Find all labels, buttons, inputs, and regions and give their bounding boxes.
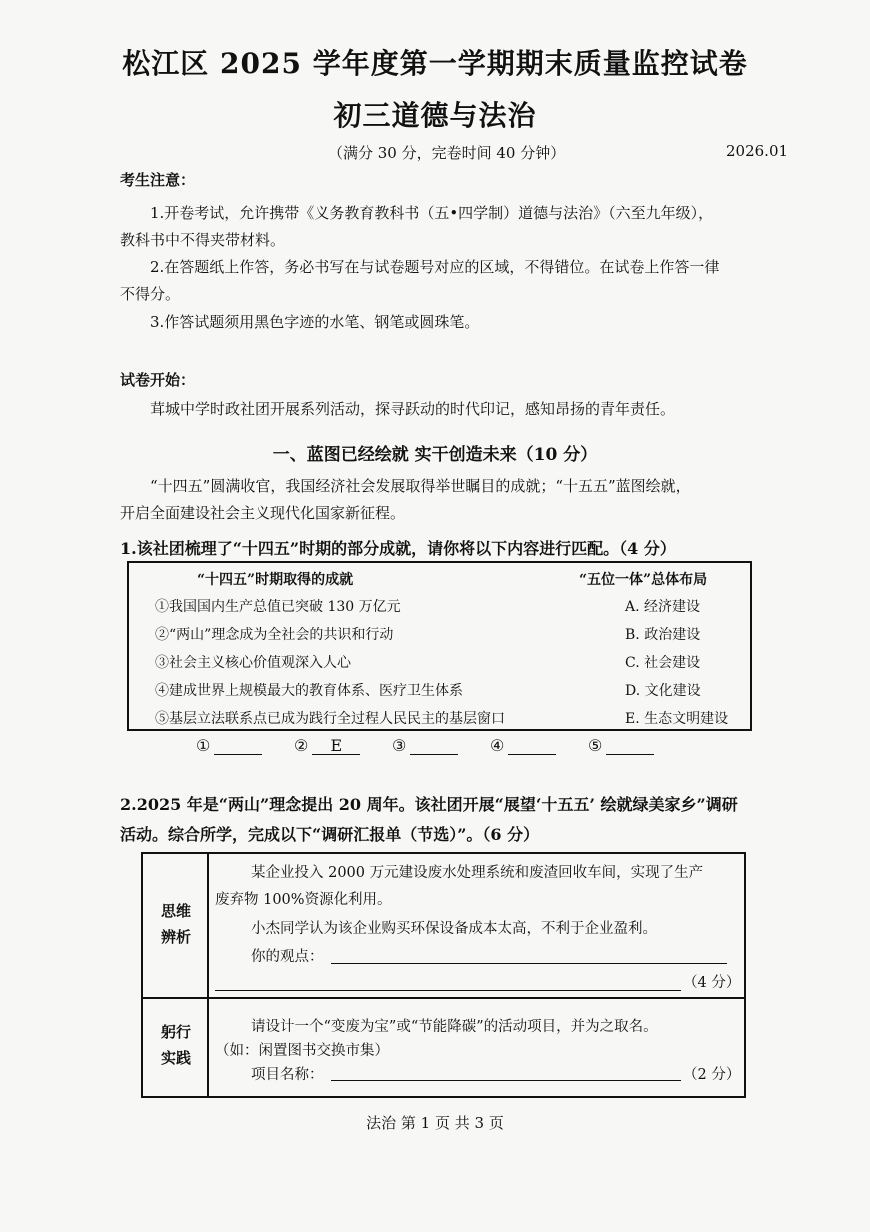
- answer-blank[interactable]: [410, 736, 458, 755]
- opinion-answer-line[interactable]: [331, 963, 727, 964]
- layout-option: D. 文化建设: [625, 683, 701, 699]
- start-heading: 试卷开始：: [120, 371, 196, 389]
- case-text-line-2: 废弃物 100%资源化利用。: [215, 892, 392, 908]
- answer-blank[interactable]: [606, 736, 654, 755]
- score-label: （2 分）: [683, 1067, 741, 1083]
- row-label-practice: 躬行 实践: [160, 1023, 191, 1067]
- start-intro: 茸城中学时政社团开展系列活动，探寻跃动的时代印记，感知昂扬的青年责任。: [150, 400, 676, 418]
- achievement-item: ②“两山”理念成为全社会的共识和行动: [155, 627, 394, 643]
- layout-header: “五位一体”总体布局: [579, 572, 708, 588]
- table-divider: [143, 997, 744, 999]
- table-divider: [207, 854, 209, 1096]
- answer-blank[interactable]: [508, 736, 556, 755]
- answer-blank[interactable]: [214, 736, 262, 755]
- answer-number: ①: [196, 736, 211, 755]
- section-1-heading: 一、蓝图已经绘就 实干创造未来（10 分）: [272, 445, 598, 465]
- answer-slot[interactable]: [294, 736, 360, 755]
- answer-slot[interactable]: [392, 736, 458, 755]
- achievement-item: ⑤基层立法联系点已成为践行全过程人民民主的基层窗口: [155, 711, 505, 727]
- opinion-answer-line[interactable]: [215, 990, 681, 991]
- section-1-intro-line-2: 开启全面建设社会主义现代化国家新征程。: [120, 504, 406, 522]
- score-time-note: （满分 30 分，完卷时间 40 分钟）: [328, 144, 566, 162]
- answer-slot[interactable]: [490, 736, 556, 755]
- row-label-thinking: 思维 辨析: [160, 902, 191, 946]
- project-name-line[interactable]: [331, 1080, 681, 1081]
- exam-title: 松江区 2025 学年度第一学期期末质量监控试卷: [122, 47, 748, 80]
- notice-item-3: 3.作答试题须用黑色字迹的水笔、钢笔或圆珠笔。: [150, 313, 480, 331]
- answer-number: ③: [392, 736, 407, 755]
- case-text-line-3: 小杰同学认为该企业购买环保设备成本太高，不利于企业盈利。: [251, 921, 657, 937]
- score-label: （4 分）: [683, 975, 741, 991]
- achievement-item: ③社会主义核心价值观深入人心: [155, 655, 351, 671]
- report-table: [141, 852, 746, 1098]
- answer-number: ②: [294, 736, 309, 755]
- notice-item-2-line-1: 2.在答题纸上作答，务必书写在与试卷题号对应的区域，不得错位。在试卷上作答一律: [150, 258, 720, 276]
- achievements-header: “十四五”时期取得的成就: [197, 572, 354, 588]
- exam-date: 2026.01: [726, 142, 789, 160]
- answer-number: ④: [490, 736, 505, 755]
- activity-prompt-line-1: 请设计一个“变废为宝”或“节能降碳”的活动项目，并为之取名。: [251, 1019, 658, 1035]
- achievement-item: ①我国国内生产总值已突破 130 万亿元: [155, 599, 401, 615]
- notice-item-1-line-1: 1.开卷考试，允许携带《义务教育教科书（五•四学制）道德与法治》（六至九年级），: [150, 204, 714, 222]
- page-footer: 法治 第 1 页 共 3 页: [366, 1114, 504, 1132]
- subject-title: 初三道德与法治: [333, 99, 537, 132]
- layout-option: C. 社会建设: [625, 655, 701, 671]
- notice-item-2-line-2: 不得分。: [120, 285, 181, 303]
- activity-prompt-line-2: （如：闲置图书交换市集）: [215, 1043, 389, 1059]
- question-1: 1.该社团梳理了“十四五”时期的部分成就，请你将以下内容进行匹配。（4 分）: [120, 539, 676, 558]
- answer-number: ⑤: [588, 736, 603, 755]
- layout-option: E. 生态文明建设: [625, 711, 729, 727]
- section-1-intro-line-1: “十四五”圆满收官，我国经济社会发展取得举世瞩目的成就；“十五五”蓝图绘就，: [150, 477, 691, 495]
- opinion-prompt: 你的观点：: [251, 949, 324, 965]
- question-2-line-1: 2.2025 年是“两山”理念提出 20 周年。该社团开展“展望‘十五五’ 绘就绿美家乡”调研: [120, 795, 738, 814]
- layout-option: B. 政治建设: [625, 627, 701, 643]
- case-text-line-1: 某企业投入 2000 万元建设废水处理系统和废渣回收车间，实现了生产: [251, 865, 704, 881]
- matching-table: [127, 561, 752, 731]
- answer-slot[interactable]: [588, 736, 654, 755]
- layout-option: A. 经济建设: [625, 599, 701, 615]
- question-2-line-2: 活动。综合所学，完成以下“调研汇报单（节选）”。（6 分）: [120, 825, 540, 844]
- project-name-prompt: 项目名称：: [251, 1067, 324, 1083]
- answer-blank[interactable]: E: [312, 736, 360, 755]
- answer-slot[interactable]: [196, 736, 262, 755]
- achievement-item: ④建成世界上规模最大的教育体系、医疗卫生体系: [155, 683, 463, 699]
- notice-heading: 考生注意：: [120, 171, 196, 189]
- notice-item-1-line-2: 教科书中不得夹带材料。: [120, 231, 286, 249]
